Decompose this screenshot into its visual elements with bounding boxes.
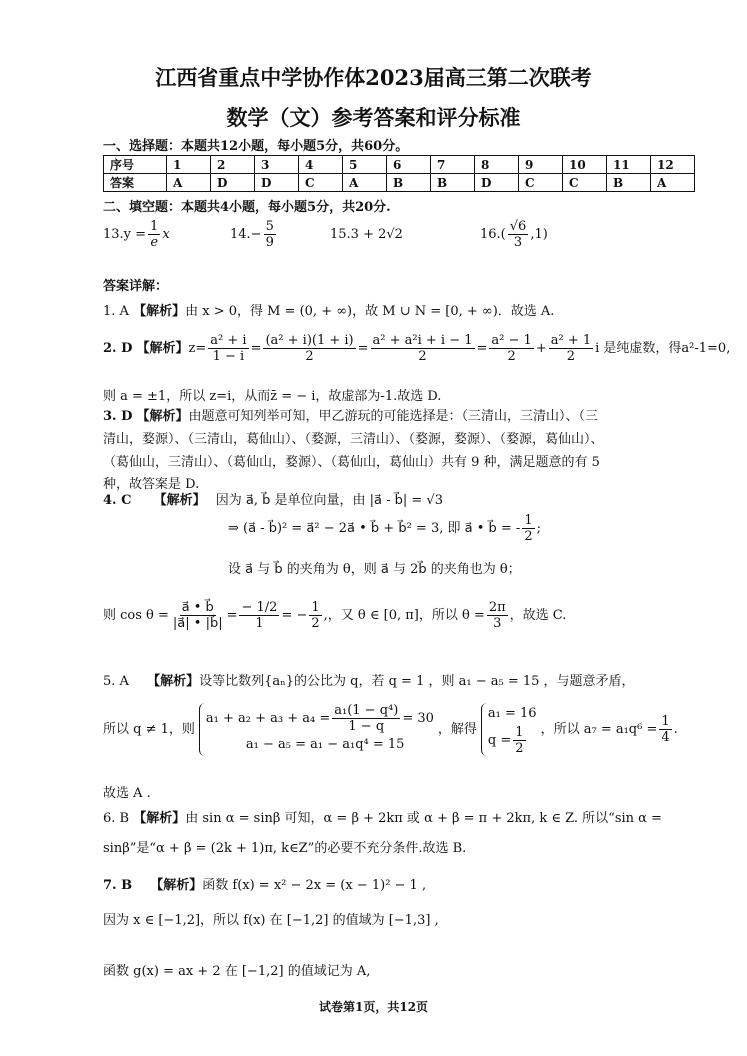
question-number: 6: [387, 156, 431, 174]
solution-text: 设等比数列{aₙ}的公比为 q，若 q = 1 ，则 a₁ − a₅ = 15 ，与题意矛盾，: [199, 674, 635, 689]
answer-cell: B: [607, 174, 651, 192]
numerator: − 1/2: [241, 600, 278, 615]
numerator: a₁(1 − q⁴): [334, 703, 399, 718]
answer-13: [103, 219, 170, 250]
question-number: 8: [475, 156, 519, 174]
answer-cell: B: [387, 174, 431, 192]
answer-cell: C: [299, 174, 343, 192]
answer-14: [230, 219, 278, 250]
solution-3-line4: 种，故答案是 D.: [103, 477, 200, 492]
details-heading: 答案详解：: [103, 279, 169, 294]
numerator: √6: [509, 219, 527, 234]
numerator: 1: [150, 219, 159, 234]
math: z=: [188, 341, 207, 356]
question-label: 1. A: [103, 304, 129, 319]
question-label: 2. D: [103, 341, 133, 356]
fraction: [263, 333, 355, 364]
solution-4-line3: 设 a⃗ 与 b⃗ 的夹角为 θ，则 a⃗ 与 2b⃗ 的夹角也为 θ；: [228, 562, 521, 577]
denominator: 1: [255, 616, 264, 631]
analysis-tag: 【解析】: [133, 811, 186, 826]
answer-cell: A: [651, 174, 695, 192]
numerator: a² + a²i + i − 1: [372, 333, 473, 348]
numerator: 1: [524, 513, 533, 528]
solution-7: [103, 874, 426, 893]
answer-text: x: [162, 227, 170, 242]
fraction: [513, 725, 525, 756]
solution-3-line3: （葛仙山，三清山）、（葛仙山，婺源）、（葛仙山，葛仙山）共有 9 种，满足题意的有 5: [103, 455, 600, 470]
solution-4: [103, 489, 443, 508]
solution-text: 函数 f(x) = x² − 2x = (x − 1)² − 1 ,: [202, 878, 427, 893]
analysis-tag: 【解析】: [153, 493, 206, 508]
answer-cell: B: [431, 174, 475, 192]
fraction: [659, 714, 671, 745]
analysis-tag: 【解析】: [147, 674, 200, 689]
question-number: 2: [211, 156, 255, 174]
numerator: 2π: [488, 600, 506, 615]
solution-text: 由 sin α = sinβ 可知，α = β + 2kπ 或 α + β = π + 2kπ, k ∈ Z. 所以“sin α =: [185, 811, 662, 826]
denominator: 3: [513, 235, 523, 250]
denominator: 9: [265, 235, 274, 250]
fraction: [148, 219, 160, 250]
answer-table: [103, 155, 695, 192]
document-subtitle: 数学（文）参考答案和评分标准: [226, 105, 521, 130]
solution-text: i 是纯虚数，得a²-1=0,: [595, 341, 731, 356]
answer-text: 16.(: [480, 227, 506, 242]
equation-system: [481, 703, 537, 756]
fraction: [489, 333, 533, 364]
math: a₁ + a₂ + a₃ + a₄ =: [205, 711, 331, 726]
question-label: 6. B: [103, 811, 130, 826]
math: 所以 q ≠ 1，则: [103, 722, 195, 737]
solution-2: 2. D 【解析】z= $\frac{\text{a² + i}}{1 - i}$ = $\frac{\text{(a² + i)(1 + i)}}{2}$ = $\frac{\text{a² + a²i + i − 1}}{2}$ = $\frac{\text{a² − 1}}{2}$ + $\frac{\text{a² + 1}}{2}$ i 是纯虚数，得a²-1=0,: [103, 333, 731, 364]
answer-text: ,1): [530, 227, 548, 242]
solution-1: [103, 300, 554, 319]
table-row-answers: [104, 174, 695, 192]
numerator: 1: [515, 725, 524, 740]
numerator: a² + i: [210, 333, 247, 348]
denominator: 3: [493, 616, 502, 631]
question-label: 3. D: [103, 409, 133, 424]
numerator: 5: [265, 219, 274, 234]
answer-text: 14.−: [230, 227, 262, 242]
question-label: 4. C: [103, 493, 132, 508]
denominator: 1 − q: [348, 719, 385, 734]
solution-6-line2: sinβ”是“α + β = (2k + 1)π, k∈Z”的必要不充分条件.故选 B.: [103, 841, 467, 856]
answer-cell: D: [475, 174, 519, 192]
analysis-tag: 【解析】: [136, 409, 189, 424]
solution-6: [103, 807, 662, 826]
document-title: 江西省重点中学协作体2023届高三第二次联考: [155, 65, 592, 90]
equation-system: [199, 703, 434, 756]
fraction: [309, 600, 321, 631]
fraction: [332, 703, 400, 734]
question-number: 10: [563, 156, 607, 174]
math: ，解得: [437, 722, 477, 737]
question-number: 11: [607, 156, 651, 174]
solution-text: 由 x > 0，得 M = (0, + ∞)，故 M ∪ N = [0, + ∞)．故选 A.: [185, 304, 555, 319]
section2-heading: 二、填空题：本题共4小题，每小题5分，共20分.: [103, 200, 391, 215]
row-label: 答案: [104, 174, 167, 192]
solution-2-line2: 则 a = ±1，所以 z=i，从而z̄ = − i，故虚部为-1.故选 D.: [103, 389, 442, 404]
solution-text: 因为 a⃗, b⃗ 是单位向量，由 |a⃗ - b⃗| = √3: [215, 493, 443, 508]
denominator: 2: [566, 349, 576, 364]
denominator: 2: [507, 349, 516, 364]
solution-7-line2: 因为 x ∈ [−1,2]，所以 f(x) 在 [−1,2] 的值域为 [−1,3] ,: [103, 913, 439, 928]
denominator: 2: [305, 349, 314, 364]
math: 则 cos θ =: [103, 608, 169, 623]
question-number: 9: [519, 156, 563, 174]
denominator: 4: [661, 730, 670, 745]
question-number: 5: [343, 156, 387, 174]
question-number: 4: [299, 156, 343, 174]
math: .: [673, 722, 678, 737]
question-number: 1: [167, 156, 211, 174]
math: = −: [281, 608, 308, 623]
math: ,，又 θ ∈ [0, π]，所以 θ =: [323, 608, 485, 623]
math: = 30: [402, 711, 434, 726]
answer-16: [480, 219, 548, 250]
fraction: [487, 600, 508, 631]
fraction: [508, 219, 529, 250]
question-label: 7. B: [103, 878, 133, 893]
fraction: [264, 219, 276, 250]
fraction: [208, 333, 248, 364]
math: a₁ = 16: [487, 706, 537, 721]
solution-text: ，故选 C.: [509, 608, 567, 623]
denominator: 1 − i: [212, 349, 245, 364]
answer-15: 15.3 + 2√2: [330, 227, 403, 242]
answer-cell: D: [255, 174, 299, 192]
question-number: 7: [431, 156, 475, 174]
analysis-tag: 【解析】: [136, 341, 189, 356]
question-number: 3: [255, 156, 299, 174]
math: q =: [487, 733, 512, 748]
numerator: 1: [661, 714, 670, 729]
answer-cell: C: [563, 174, 607, 192]
numerator: a² + 1: [550, 333, 592, 348]
fraction: [371, 333, 475, 364]
fraction: [522, 513, 534, 544]
answer-cell: A: [343, 174, 387, 192]
solution-5: [103, 670, 635, 689]
row-label: 序号: [104, 156, 167, 174]
table-row-numbers: [104, 156, 695, 174]
question-label: 5. A: [103, 674, 129, 689]
denominator: |a⃗| • |b⃗|: [172, 616, 223, 631]
solution-5-line2: [103, 703, 678, 756]
denominator: 2: [418, 349, 427, 364]
fraction: [549, 333, 593, 364]
answer-cell: D: [211, 174, 255, 192]
numerator: a⃗ • b⃗: [181, 600, 214, 615]
fraction: [171, 600, 225, 631]
numerator: a² − 1: [491, 333, 532, 348]
math: a₁ − a₅ = a₁ − a₁q⁴ = 15: [245, 737, 405, 752]
numerator: (a² + i)(1 + i): [265, 333, 354, 348]
solution-3: [103, 405, 598, 424]
math: ，所以 a₇ = a₁q⁶ =: [540, 722, 658, 737]
solution-7-line3: 函数 g(x) = ax + 2 在 [−1,2] 的值域记为 A,: [103, 964, 371, 979]
solution-5-line3: 故选 A .: [103, 786, 151, 801]
analysis-tag: 【解析】: [150, 878, 203, 893]
answer-cell: C: [519, 174, 563, 192]
denominator: 2: [311, 616, 320, 631]
fraction: [239, 600, 279, 631]
solution-3-line2: 清山，婺源）、（三清山，葛仙山）、（婺源，三清山）、（婺源，婺源）、（婺源，葛仙山）、: [103, 432, 604, 447]
denominator: 2: [524, 529, 533, 544]
analysis-tag: 【解析】: [133, 304, 186, 319]
solution-text: 由题意可知列举可知，甲乙游玩的可能选择是：（三清山，三清山）、（三: [188, 409, 599, 424]
page-footer: 试卷第1页，共12页: [318, 1000, 429, 1014]
denominator: e: [150, 235, 159, 250]
math: ⇒ (a⃗ - b⃗)² = a⃗² − 2a⃗ • b⃗ + b⃗² = 3, 即 a⃗ • b⃗ = -: [228, 521, 521, 536]
answer-cell: A: [167, 174, 211, 192]
answer-text: 13.y =: [103, 227, 147, 242]
question-number: 12: [651, 156, 695, 174]
solution-4-line4: 则 cos θ = $\frac{a⃗ • b⃗}{|a⃗| • |b⃗|}$ = $\frac{- 1/2}{1}$ = − $\frac{1}{2}$ ,，又 θ ∈ [0, π]，所以 θ = $\frac{2\pi}{3}$ ，故选 C.: [103, 600, 567, 631]
section1-heading: 一、选择题：本题共12小题，每小题5分，共60分。: [103, 139, 409, 154]
denominator: 2: [515, 741, 524, 756]
numerator: 1: [311, 600, 320, 615]
math: ;: [536, 521, 541, 536]
solution-4-line2: [228, 513, 541, 544]
